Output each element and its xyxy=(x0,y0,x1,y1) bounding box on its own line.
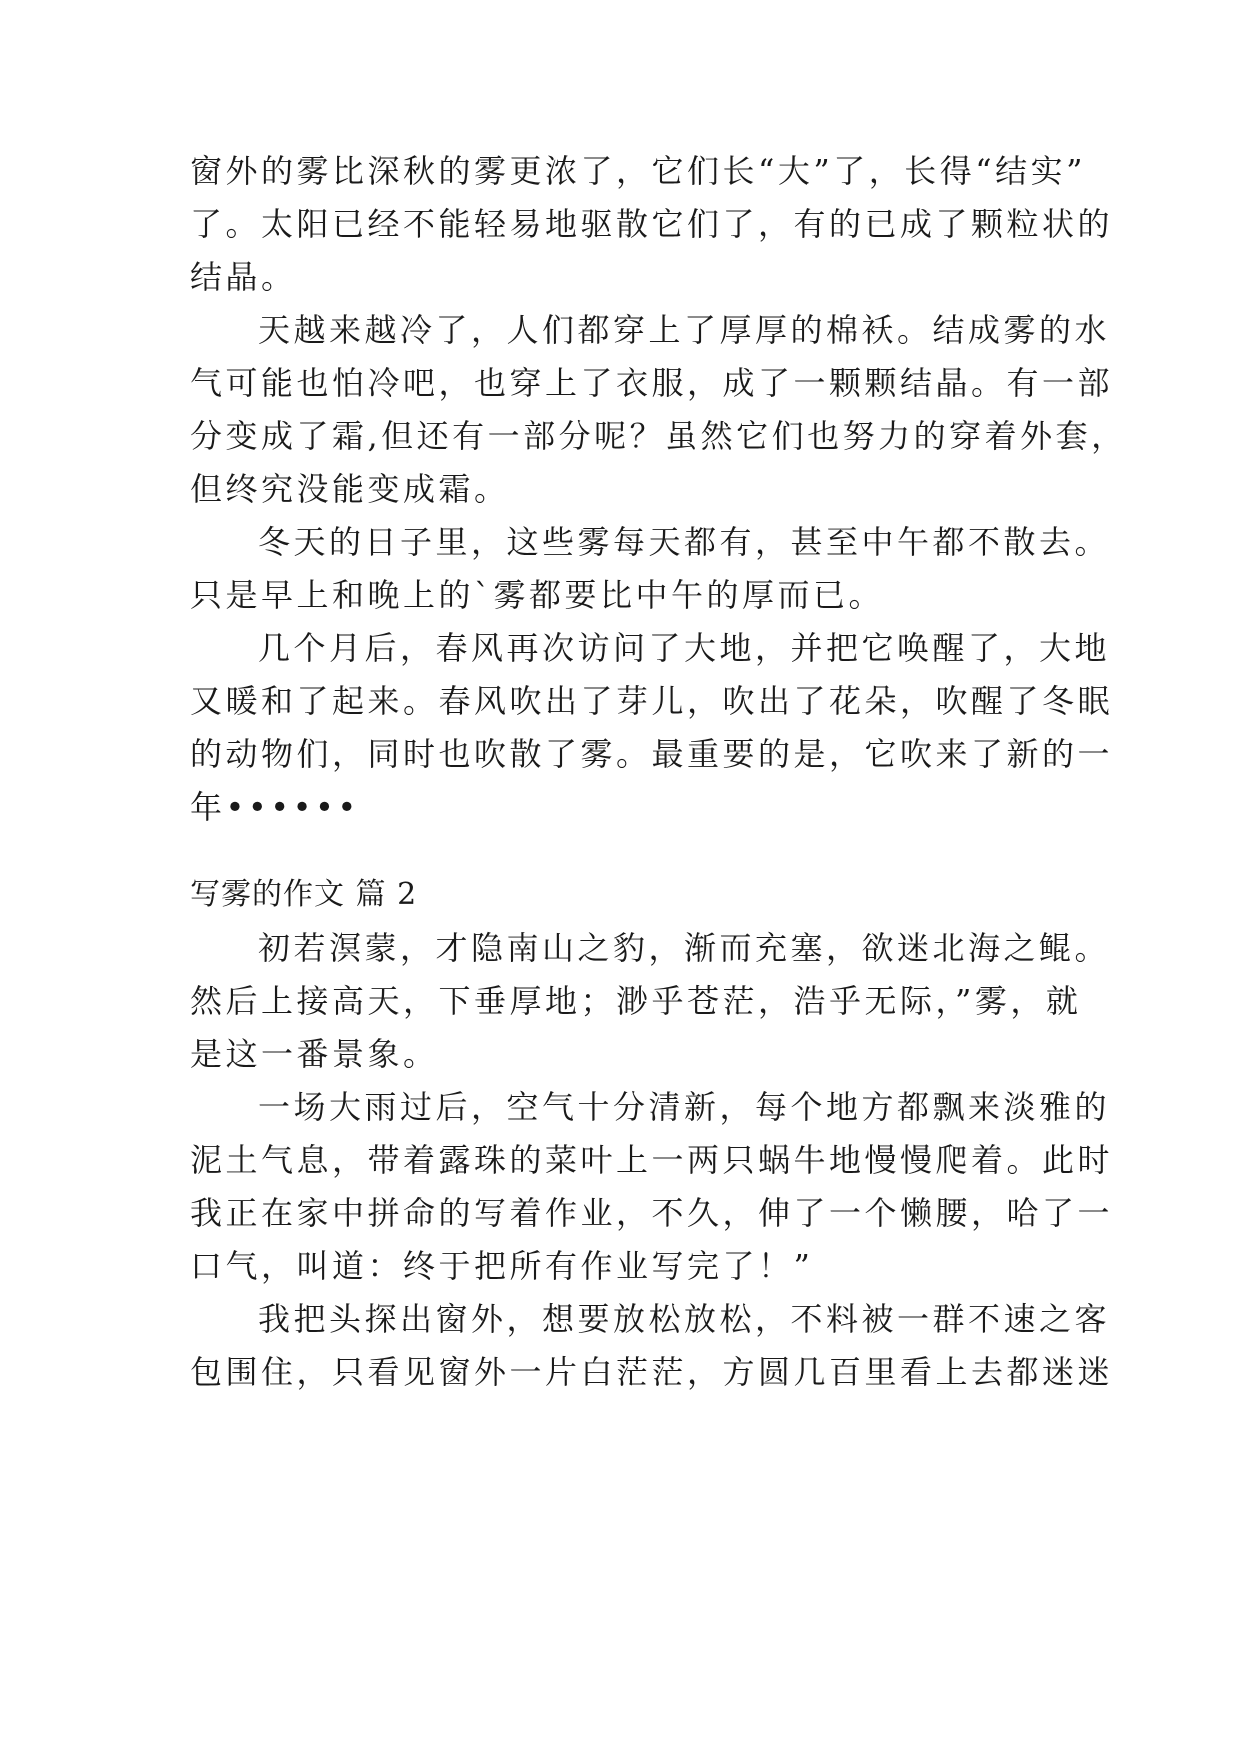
section-heading: 写雾的作文 篇 2 xyxy=(190,877,418,912)
paragraph-line: 结晶。 xyxy=(190,258,297,296)
paragraph-line: 我把头探出窗外，想要放松放松，不料被一群不速之客 xyxy=(258,1300,1111,1338)
paragraph-line: 几个月后，春风再次访问了大地，并把它唤醒了，大地 xyxy=(258,629,1111,667)
paragraph-line: 分变成了霜,但还有一部分呢？虽然它们也努力的穿着外套， xyxy=(190,417,1127,455)
paragraph-line: 年•••••• xyxy=(190,788,360,826)
paragraph-line: 的动物们，同时也吹散了雾。最重要的是，它吹来了新的一 xyxy=(190,735,1114,773)
paragraph-line: 口气，叫道：终于把所有作业写完了！” xyxy=(190,1247,814,1285)
paragraph-line: 泥土气息，带着露珠的菜叶上一两只蜗牛地慢慢爬着。此时 xyxy=(190,1141,1114,1179)
paragraph-line: 只是早上和晚上的`雾都要比中午的厚而已。 xyxy=(190,576,885,614)
paragraph-line: 我正在家中拼命的写着作业，不久，伸了一个懒腰，哈了一 xyxy=(190,1194,1114,1232)
paragraph-line: 冬天的日子里，这些雾每天都有，甚至中午都不散去。 xyxy=(258,523,1111,561)
paragraph-line: 气可能也怕冷吧，也穿上了衣服，成了一颗颗结晶。有一部 xyxy=(190,364,1114,402)
paragraph-line: 又暖和了起来。春风吹出了芽儿，吹出了花朵，吹醒了冬眠 xyxy=(190,682,1114,720)
paragraph-line: 一场大雨过后，空气十分清新，每个地方都飘来淡雅的 xyxy=(258,1088,1111,1126)
paragraph-line: 了。太阳已经不能轻易地驱散它们了，有的已成了颗粒状的 xyxy=(190,205,1114,243)
paragraph-line: 然后上接高天，下垂厚地；渺乎苍茫，浩乎无际，”雾，就 xyxy=(190,982,1082,1020)
paragraph-line: 包围住，只看见窗外一片白茫茫，方圆几百里看上去都迷迷 xyxy=(190,1353,1114,1391)
paragraph-line: 但终究没能变成霜。 xyxy=(190,470,510,508)
paragraph-line: 初若溟蒙，才隐南山之豹，渐而充塞，欲迷北海之鲲。 xyxy=(258,929,1111,967)
paragraph-line: 天越来越冷了，人们都穿上了厚厚的棉袄。结成雾的水 xyxy=(258,311,1111,349)
paragraph-line: 是这一番景象。 xyxy=(190,1035,439,1073)
paragraph-line: 窗外的雾比深秋的雾更浓了，它们长“大”了，长得“结实” xyxy=(190,152,1086,190)
